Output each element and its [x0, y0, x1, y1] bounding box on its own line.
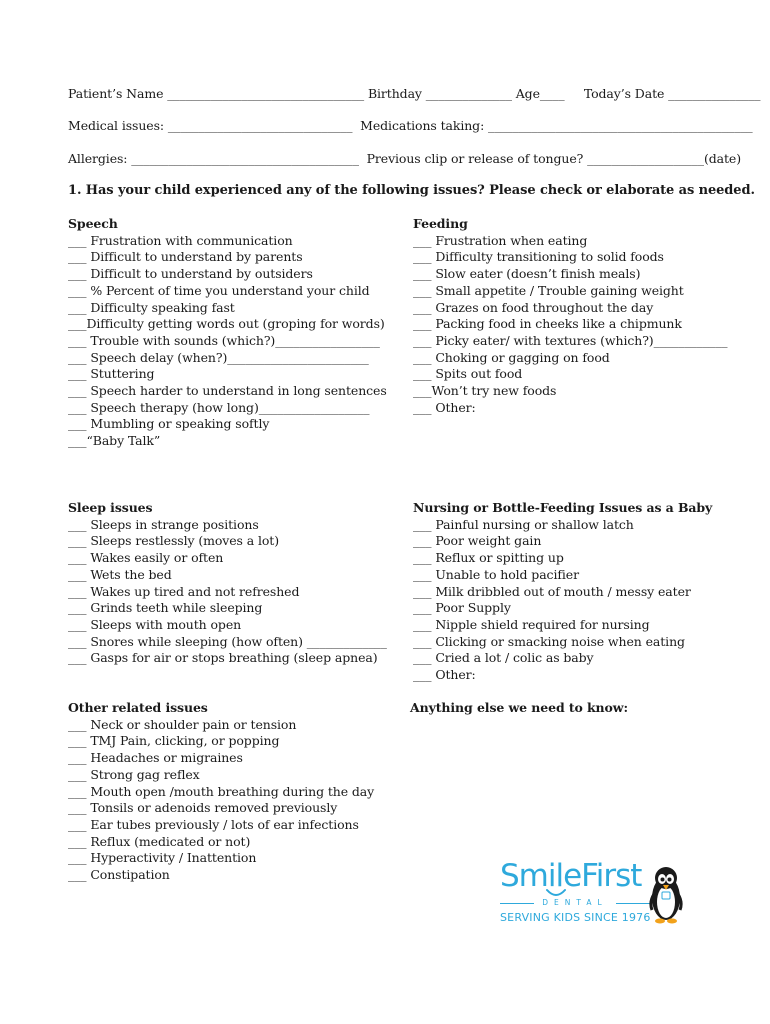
other-section: [68, 700, 374, 884]
checklist-item[interactable]: ___ Poor Supply: [413, 600, 511, 616]
checklist-item[interactable]: ___ Speech harder to understand in long sentences: [68, 383, 387, 399]
checklist-item[interactable]: ___ Wets the bed: [68, 566, 172, 582]
checklist-item[interactable]: ___ Nipple shield required for nursing: [413, 616, 650, 632]
checklist-item[interactable]: ___ Clicking or smacking noise when eating: [413, 633, 685, 649]
penguin-icon: [648, 864, 684, 924]
checklist-item[interactable]: ___ Other:: [413, 667, 476, 683]
checklist-item[interactable]: ___ Headaches or migraines: [68, 750, 243, 766]
checklist-item[interactable]: ___ Grinds teeth while sleeping: [68, 600, 263, 616]
checklist-item[interactable]: ___ Difficulty speaking fast: [68, 299, 235, 315]
checklist-item[interactable]: ___ Spits out food: [413, 366, 523, 382]
medical-info-line: Medical issues: ______________________________ Medications taking: ___________________________________________: [68, 118, 753, 133]
speech-title: Speech: [68, 216, 118, 231]
logo-tagline: SERVING KIDS SINCE 1976: [500, 911, 651, 924]
logo-dental: DENTAL: [500, 898, 650, 908]
checklist-item[interactable]: ___ Unable to hold pacifier: [413, 566, 579, 582]
checklist-item[interactable]: ___ Snores while sleeping (how often) _____________: [68, 633, 387, 649]
checklist-item[interactable]: ___ Gasps for air or stops breathing (sleep apnea): [68, 650, 378, 666]
anything-else-section[interactable]: [410, 700, 628, 717]
checklist-item[interactable]: ___ Milk dribbled out of mouth / messy eater: [413, 583, 691, 599]
checklist-item[interactable]: ___ Trouble with sounds (which?)_________________: [68, 332, 380, 348]
checklist-item[interactable]: ___ Stuttering: [68, 366, 155, 382]
checklist-item[interactable]: ___ Difficult to understand by parents: [68, 249, 303, 265]
checklist-item[interactable]: ___ Speech therapy (how long)__________________: [68, 399, 370, 415]
checklist-item[interactable]: ___ Mumbling or speaking softly: [68, 416, 270, 432]
checklist-item[interactable]: ___ Reflux (medicated or not): [68, 833, 251, 849]
smile-icon: [545, 888, 567, 898]
anything-else-label: Anything else we need to know:: [410, 700, 628, 715]
nursing-section: [413, 500, 712, 684]
checklist-item[interactable]: ___ Slow eater (doesn’t finish meals): [413, 266, 641, 282]
checklist-item[interactable]: ___ Neck or shoulder pain or tension: [68, 716, 297, 732]
checklist-item[interactable]: ___ Ear tubes previously / lots of ear infections: [68, 816, 359, 832]
checklist-item[interactable]: ___ Reflux or spitting up: [413, 550, 564, 566]
checklist-item[interactable]: ___ Other:: [413, 399, 476, 415]
nursing-title: Nursing or Bottle-Feeding Issues as a Baby: [413, 500, 713, 515]
other-title: Other related issues: [68, 700, 208, 715]
checklist-item[interactable]: ___ Small appetite / Trouble gaining weight: [413, 282, 684, 298]
checklist-item[interactable]: ___ Wakes up tired and not refreshed: [68, 583, 300, 599]
smilefirst-logo: [498, 858, 688, 928]
checklist-item[interactable]: ___ TMJ Pain, clicking, or popping: [68, 733, 280, 749]
checklist-item[interactable]: ___ Hyperactivity / Inattention: [68, 850, 257, 866]
checklist-item[interactable]: ___ Poor weight gain: [413, 533, 542, 549]
checklist-item[interactable]: ___ Sleeps with mouth open: [68, 616, 242, 632]
sleep-title: Sleep issues: [68, 500, 153, 515]
logo-name: SmileFirst: [500, 858, 642, 894]
checklist-item[interactable]: ___Won’t try new foods: [413, 383, 557, 399]
checklist-item[interactable]: ___ Cried a lot / colic as baby: [413, 650, 594, 666]
speech-section: [68, 216, 387, 450]
checklist-item[interactable]: ___ Wakes easily or often: [68, 550, 224, 566]
feeding-section: [413, 216, 727, 416]
checklist-item[interactable]: ___“Baby Talk”: [68, 433, 161, 449]
question-1: 1. Has your child experienced any of the following issues? Please check or elaborate as needed.: [68, 183, 755, 198]
allergies-line: Allergies: _____________________________________ Previous clip or release of tongue? ___________________(date): [68, 151, 741, 166]
checklist-item[interactable]: ___ Sleeps restlessly (moves a lot): [68, 533, 279, 549]
checklist-item[interactable]: ___ Strong gag reflex: [68, 766, 200, 782]
checklist-item[interactable]: ___ Sleeps in strange positions: [68, 516, 259, 532]
feeding-title: Feeding: [413, 216, 468, 231]
checklist-item[interactable]: ___ Grazes on food throughout the day: [413, 299, 654, 315]
checklist-item[interactable]: ___ Packing food in cheeks like a chipmunk: [413, 316, 682, 332]
checklist-item[interactable]: ___ Constipation: [68, 867, 170, 883]
patient-info-line: Patient’s Name ________________________________ Birthday ______________ Age____ Today’s Date _______________: [68, 86, 761, 101]
checklist-item[interactable]: ___ Tonsils or adenoids removed previously: [68, 800, 338, 816]
checklist-item[interactable]: ___ % Percent of time you understand your child: [68, 282, 370, 298]
checklist-item[interactable]: ___ Painful nursing or shallow latch: [413, 516, 634, 532]
checklist-item[interactable]: ___ Choking or gagging on food: [413, 349, 610, 365]
checklist-item[interactable]: ___ Picky eater/ with textures (which?)____________: [413, 332, 728, 348]
checklist-item[interactable]: ___Difficulty getting words out (groping for words): [68, 316, 385, 332]
sleep-section: [68, 500, 387, 667]
checklist-item[interactable]: ___ Difficulty transitioning to solid foods: [413, 249, 664, 265]
checklist-item[interactable]: ___ Frustration with communication: [68, 232, 293, 248]
checklist-item[interactable]: ___ Difficult to understand by outsiders: [68, 266, 313, 282]
checklist-item[interactable]: ___ Frustration when eating: [413, 232, 588, 248]
checklist-item[interactable]: ___ Speech delay (when?)_______________________: [68, 349, 369, 365]
checklist-item[interactable]: ___ Mouth open /mouth breathing during the day: [68, 783, 375, 799]
